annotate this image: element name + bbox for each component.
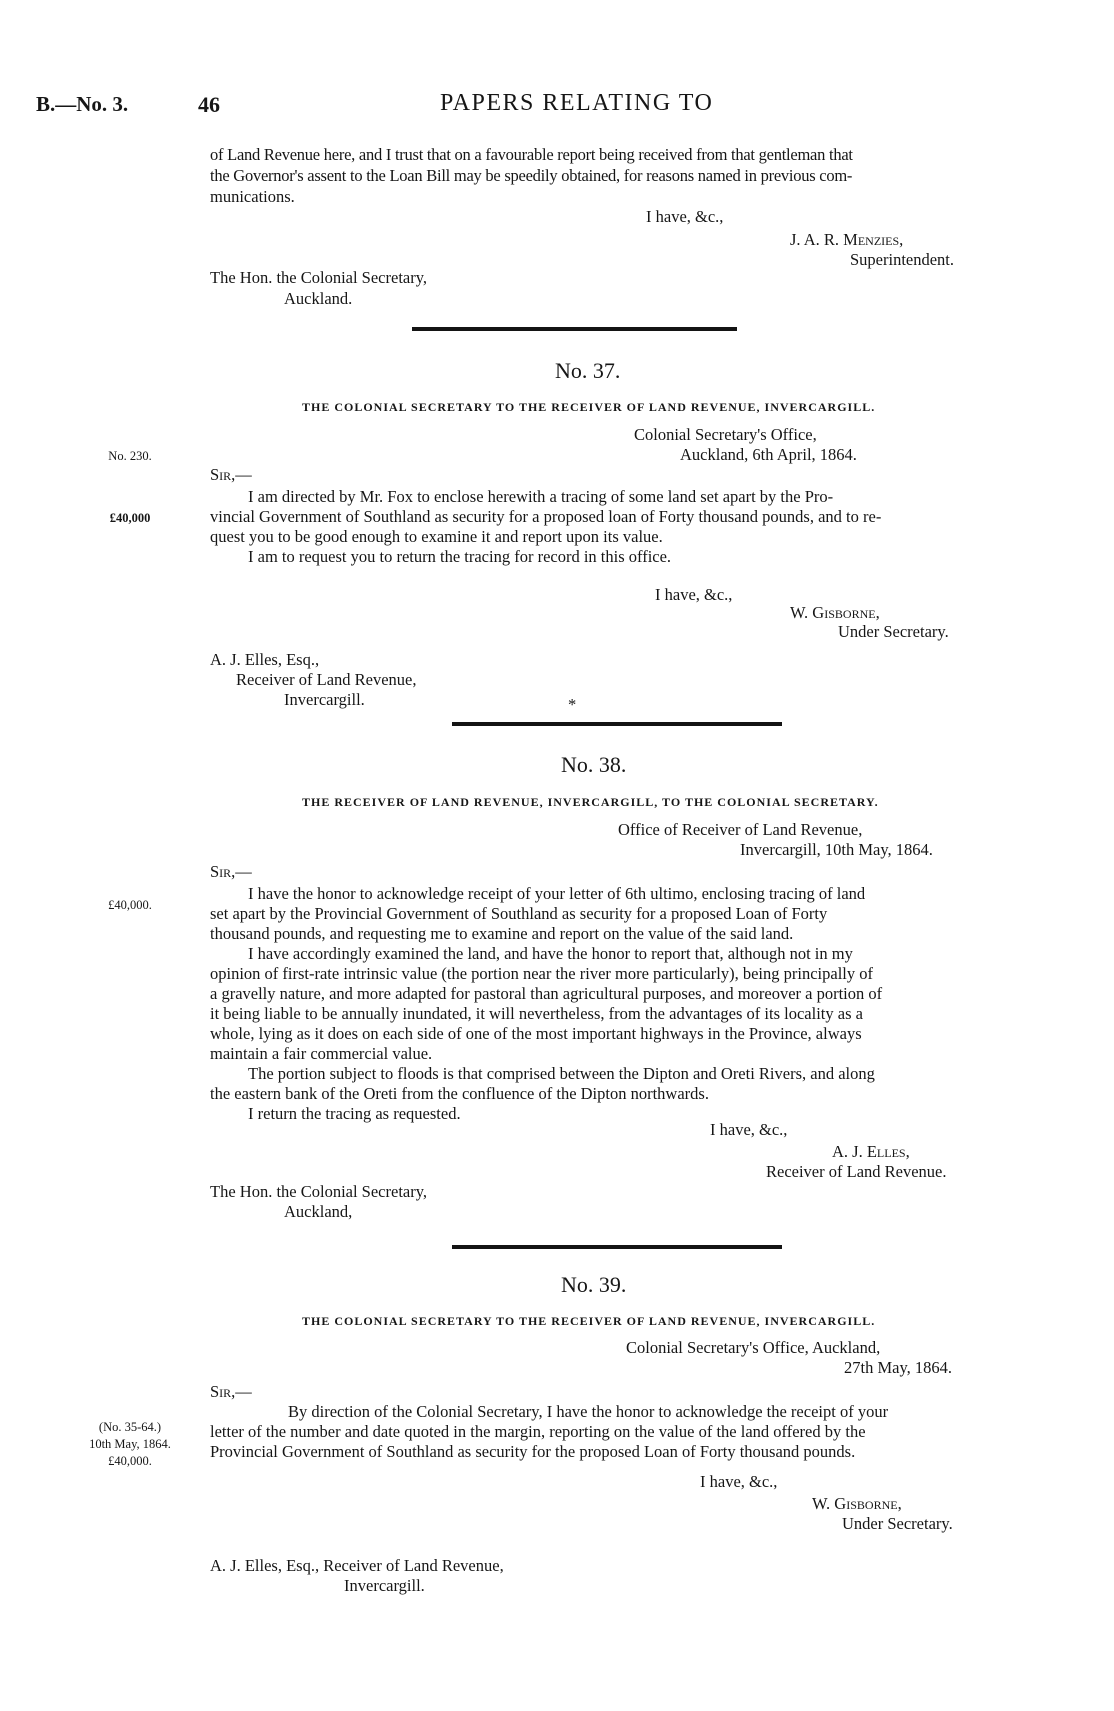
addressee-line: Invercargill.	[284, 690, 365, 709]
letter-date: 27th May, 1864.	[844, 1358, 953, 1377]
section-divider	[452, 722, 782, 726]
addressee-line: Receiver of Land Revenue,	[236, 670, 417, 689]
letter-closing: I have, &c.,	[710, 1120, 788, 1139]
letter-body-line: I have accordingly examined the land, and have the honor to report that, although not in my	[248, 944, 853, 963]
addressee-line: The Hon. the Colonial Secretary,	[210, 1182, 428, 1201]
asterisk-mark: *	[568, 695, 577, 714]
letter-body-line: thousand pounds, and requesting me to examine and report on the value of the said land.	[210, 924, 794, 943]
letter-body-line: I return the tracing as requested.	[248, 1104, 461, 1123]
margin-amount: £40,000	[109, 511, 151, 525]
letter-body-line: it being liable to be annually inundated, it will nevertheless, from the advantages of its locality as a	[210, 1004, 863, 1023]
letter-body-line: of Land Revenue here, and I trust that on a favourable report being received from that gentleman that	[210, 145, 853, 164]
letter-heading: THE COLONIAL SECRETARY TO THE RECEIVER OF LAND REVENUE, INVERCARGILL.	[302, 1314, 876, 1328]
letter-body-line: By direction of the Colonial Secretary, I have the honor to acknowledge the receipt of your	[288, 1402, 889, 1421]
signature: J. A. R. Menzies,	[790, 230, 904, 249]
letter-body-line: set apart by the Provincial Government of Southland as security for a proposed Loan of Forty	[210, 904, 828, 923]
page-title: PAPERS RELATING TO	[440, 90, 714, 116]
letter-body-line: The portion subject to floods is that comprised between the Dipton and Oreti Rivers, and along	[248, 1064, 875, 1083]
letter-heading: THE COLONIAL SECRETARY TO THE RECEIVER OF LAND REVENUE, INVERCARGILL.	[302, 400, 876, 414]
letter-closing: I have, &c.,	[700, 1472, 778, 1491]
addressee-line: A. J. Elles, Esq., Receiver of Land Revenue,	[210, 1556, 504, 1575]
addressee-line: Auckland.	[284, 289, 353, 308]
letter-number: No. 39.	[561, 1272, 627, 1297]
margin-amount: £40,000.	[108, 898, 152, 912]
letter-body-line: whole, lying as it does on each side of one of the most important highways in the Province, always	[210, 1024, 862, 1043]
signature-title: Superintendent.	[850, 250, 955, 269]
letter-heading: THE RECEIVER OF LAND REVENUE, INVERCARGILL, TO THE COLONIAL SECRETARY.	[302, 795, 879, 809]
salutation: Sir,—	[210, 1382, 252, 1401]
letter-body-line: quest you to be good enough to examine it and report upon its value.	[210, 527, 663, 546]
letter-body-line: munications.	[210, 187, 295, 206]
margin-reference: No. 230.	[108, 449, 152, 463]
letter-body-line: opinion of first-rate intrinsic value (the portion near the river more particularly), being principally of	[210, 964, 873, 983]
letter-closing: I have, &c.,	[646, 207, 724, 226]
letter-date: Auckland, 6th April, 1864.	[680, 445, 857, 464]
letter-body-line: I am directed by Mr. Fox to enclose herewith a tracing of some land set apart by the Pro-	[248, 487, 834, 506]
salutation: Sir,—	[210, 465, 252, 484]
page-number: 46	[198, 92, 220, 117]
letter-place: Colonial Secretary's Office,	[634, 425, 817, 444]
addressee-line: The Hon. the Colonial Secretary,	[210, 268, 428, 287]
letter-number: No. 38.	[561, 752, 627, 777]
margin-reference: (No. 35-64.)	[98, 1420, 162, 1434]
letter-body-line: Provincial Government of Southland as security for the proposed Loan of Forty thousand pounds.	[210, 1442, 856, 1461]
letter-body-line: a gravelly nature, and more adapted for pastoral than agricultural purposes, and moreover a portion of	[210, 984, 883, 1003]
signature-title: Receiver of Land Revenue.	[766, 1162, 947, 1181]
addressee-line: Auckland,	[284, 1202, 353, 1221]
letter-body-line: letter of the number and date quoted in the margin, reporting on the value of the land offered by the	[210, 1422, 866, 1441]
letter-body-line: I have the honor to acknowledge receipt of your letter of 6th ultimo, enclosing tracing of land	[248, 884, 866, 903]
addressee-line: Invercargill.	[344, 1576, 425, 1595]
margin-reference: 10th May, 1864.	[89, 1437, 171, 1451]
letter-date: Invercargill, 10th May, 1864.	[740, 840, 933, 859]
letter-body-line: the Governor's assent to the Loan Bill may be speedily obtained, for reasons named in previous com-	[210, 166, 853, 185]
signature: A. J. Elles,	[832, 1142, 910, 1161]
signature: W. Gisborne,	[812, 1494, 902, 1513]
letter-closing: I have, &c.,	[655, 585, 733, 604]
section-divider	[412, 327, 737, 331]
salutation: Sir,—	[210, 862, 252, 881]
signature-title: Under Secretary.	[838, 622, 949, 641]
series-reference: B.—No. 3.	[36, 92, 129, 116]
signature: W. Gisborne,	[790, 603, 880, 622]
letter-body-line: maintain a fair commercial value.	[210, 1044, 433, 1063]
letter-place: Office of Receiver of Land Revenue,	[618, 820, 863, 839]
margin-amount: £40,000.	[108, 1454, 152, 1468]
section-divider	[452, 1245, 782, 1249]
signature-title: Under Secretary.	[842, 1514, 953, 1533]
letter-body-line: vincial Government of Southland as security for a proposed loan of Forty thousand pounds, and to re-	[210, 507, 882, 526]
letter-number: No. 37.	[555, 358, 621, 383]
letter-place: Colonial Secretary's Office, Auckland,	[626, 1338, 881, 1357]
letter-body-line: the eastern bank of the Oreti from the confluence of the Dipton northwards.	[210, 1084, 709, 1103]
letter-body-line: I am to request you to return the tracing for record in this office.	[248, 547, 672, 566]
addressee-line: A. J. Elles, Esq.,	[210, 650, 320, 669]
